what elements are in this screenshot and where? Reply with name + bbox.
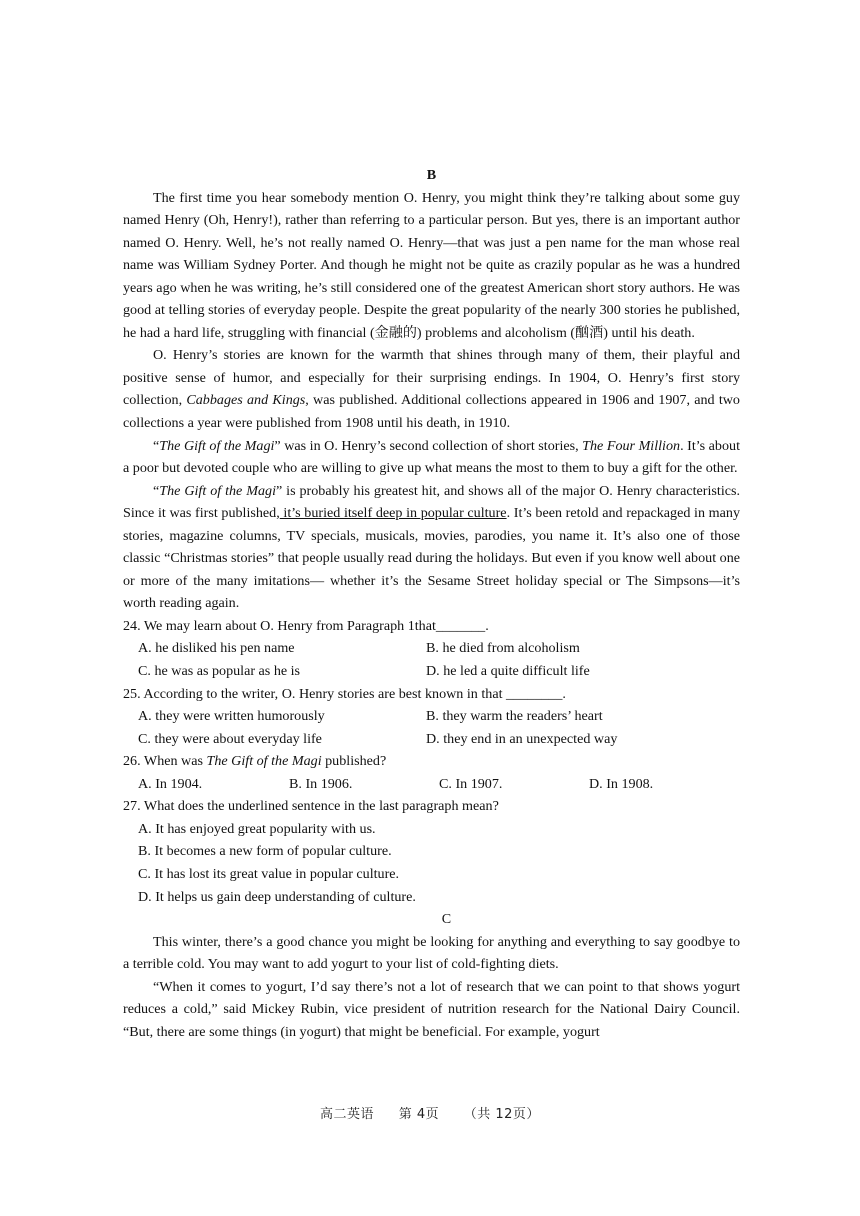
- passage-b-paragraph-2: [123, 344, 740, 434]
- q26-option-a: A. In 1904.: [138, 775, 203, 792]
- text-run: ” was in O. Henry’s second collection of short stories,: [274, 437, 583, 454]
- text-run: . It’s about a poor but devoted couple who are willing to give up what means the most to them to buy a gift for the other.: [123, 437, 740, 477]
- footer-total-pages: （共 12页）: [463, 1107, 540, 1122]
- passage-b-paragraph-3: [123, 435, 740, 480]
- q26-option-d: D. In 1908.: [589, 775, 654, 792]
- passage-b-paragraph-4: [123, 480, 740, 615]
- book-title: The Four Million: [582, 437, 681, 454]
- text-run: published?: [321, 753, 387, 770]
- q24-option-c: C. he was as popular as he is: [138, 663, 301, 680]
- footer-subject: 高二英语: [320, 1107, 375, 1122]
- q26-option-c: C. In 1907.: [439, 775, 503, 792]
- section-c-heading: C: [441, 911, 452, 928]
- passage-c-paragraph-2: “When it comes to yogurt, I’d say there’s not a lot of research that we can point to that shows yogurt reduces a cold,” said Mickey Rubin, vice president of nutrition research for the National Dairy Council. “But, there are some things (in yogurt) that might be beneficial. For example, yogurt: [123, 978, 740, 1040]
- q25-option-d: D. they end in an unexpected way: [426, 730, 618, 747]
- q26-option-b: B. In 1906.: [289, 775, 353, 792]
- q27-option-c: C. It has lost its great value in popular culture.: [138, 865, 400, 882]
- footer-page-number: 第 4页: [398, 1107, 440, 1122]
- text-run: “: [153, 482, 160, 499]
- question-24-options-row-1: [123, 637, 740, 660]
- question-25-options-row-2: [123, 728, 740, 751]
- q25-option-a: A. they were written humorously: [138, 708, 325, 725]
- page-footer: [0, 1103, 860, 1122]
- q27-option-d: D. It helps us gain deep understanding of culture.: [138, 888, 416, 905]
- text-run: , was published. Additional collections appeared in 1906 and 1907, and two collections a year were published from 1908 until his death, in 1910.: [123, 392, 740, 432]
- passage-b-paragraph-1: The first time you hear somebody mention O. Henry, you might think they’re talking about some guy named Henry (Oh, Henry!), rather than referring to a particular person. But yes, there is an important author named O. Henry. Well, he’s not really named O. Henry—that was just a pen name for the man whose real name was William Sydney Porter. And though he might not be quite as crazily popular as he was a hundred years ago when he was writing, he’s still considered one of the greatest American short story authors. He was good at telling stories of everyday people. Despite the great popularity of the nearly 300 stories he published, he had a hard life, struggling with financial (金融的) problems and alcoholism (酗酒) until his death.: [123, 189, 740, 341]
- passage-c-paragraph-1: This winter, there’s a good chance you might be looking for anything and everything to say goodbye to a terrible cold. You may want to add yogurt to your list of cold-fighting diets.: [123, 933, 740, 973]
- book-title: Cabbages and Kings: [186, 392, 306, 409]
- question-24-stem: 24. We may learn about O. Henry from Paragraph 1that_______.: [123, 617, 489, 634]
- story-title: The Gift of the Magi: [206, 753, 322, 770]
- q27-option-b: B. It becomes a new form of popular culture.: [138, 843, 392, 860]
- section-b-heading: B: [426, 167, 437, 183]
- underlined-sentence: it’s buried itself deep in popular culture: [279, 505, 507, 522]
- question-25-stem: 25. According to the writer, O. Henry stories are best known in that ________.: [123, 685, 566, 702]
- text-run: O. Henry’s stories are known for the warmth that shines through many of them, their playful and positive sense of humor, and especially for their surprising endings. In 1904, O. Henry’s first story collection,: [123, 347, 740, 409]
- q25-option-b: B. they warm the readers’ heart: [426, 708, 603, 725]
- q24-option-d: D. he led a quite difficult life: [426, 663, 590, 680]
- question-27-stem: 27. What does the underlined sentence in the last paragraph mean?: [123, 798, 499, 815]
- text-run: 26. When was: [123, 753, 207, 770]
- story-title: The Gift of the Magi: [159, 482, 276, 499]
- question-25-options-row-1: [123, 705, 740, 728]
- q25-option-c: C. they were about everyday life: [138, 730, 322, 747]
- story-title: The Gift of the Magi: [159, 437, 275, 454]
- text-run: “: [153, 437, 160, 454]
- q24-option-b: B. he died from alcoholism: [426, 640, 580, 657]
- question-26-stem: [123, 750, 740, 773]
- text-run: ” is probably his greatest hit, and shows all of the major O. Henry characteristics. Since it was first published,: [123, 482, 740, 522]
- question-26-options: [123, 773, 740, 796]
- q27-option-a: A. It has enjoyed great popularity with us.: [138, 820, 376, 837]
- question-24-options-row-2: [123, 660, 740, 683]
- q24-option-a: A. he disliked his pen name: [138, 640, 295, 657]
- document-page: [123, 164, 740, 1043]
- text-run: . It’s been retold and repackaged in many stories, magazine columns, TV specials, musicals, movies, parodies, you name it. It’s also one of those classic “Christmas stories” that people usually read during the holidays. But even if you know well about one or more of the many imitations— whether it’s the Sesame Street holiday special or The Simpsons—it’s worth reading again.: [123, 505, 740, 612]
